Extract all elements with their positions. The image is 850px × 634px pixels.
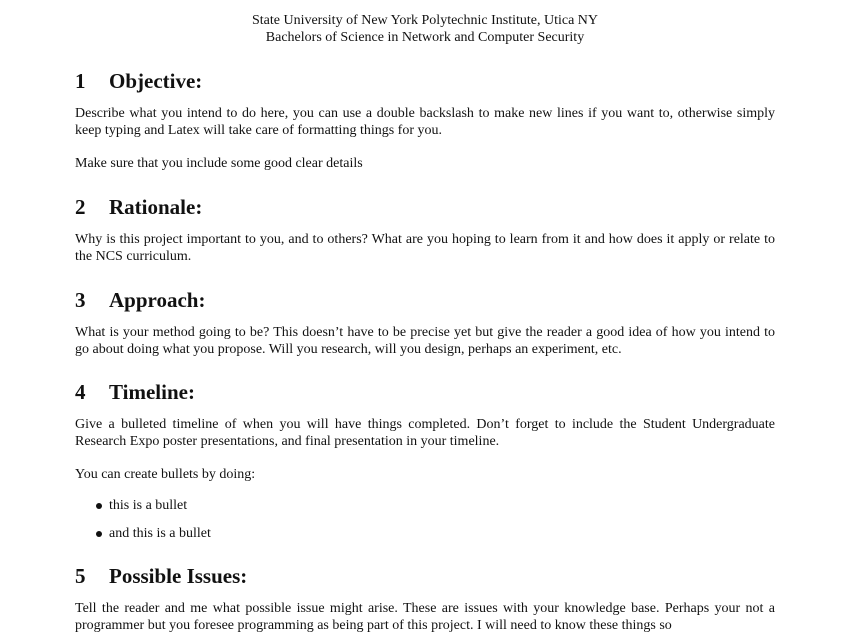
section-heading [75, 564, 775, 588]
institution-line: State University of New York Polytechnic Institute, Utica NY [251, 13, 599, 28]
document-header [0, 12, 850, 46]
bullet-text: this is a bullet [109, 498, 188, 513]
paragraph: What is your method going to be? This doesn’t have to be precise yet but give the reader a good idea of how you intend to go about doing what you propose. Will you research, will you design, perhaps an experiment, etc. [75, 325, 775, 357]
section-number: 3 [75, 288, 86, 312]
section-title: Rationale: [109, 195, 203, 219]
section-heading [75, 69, 775, 93]
section-title: Approach: [109, 288, 206, 312]
bullet-text: and this is a bullet [109, 526, 211, 541]
section-number: 2 [75, 195, 86, 219]
paragraph: Tell the reader and me what possible issue might arise. These are issues with your knowledge base. Perhaps your not a programmer but you foresee programming as being part of this project. I will need to know these things so [75, 601, 775, 633]
paragraph: Make sure that you include some good clear details [75, 156, 363, 171]
bullet-icon [96, 531, 102, 537]
section-approach [75, 288, 775, 358]
bullet-icon [96, 503, 102, 509]
section-title: Possible Issues: [109, 564, 248, 588]
section-heading [75, 195, 775, 219]
section-number: 5 [75, 564, 86, 588]
paragraph: Describe what you intend to do here, you can use a double backslash to make new lines if you want to, otherwise simply keep typing and Latex will take care of formatting things for you. [75, 106, 775, 138]
section-timeline [75, 380, 775, 553]
list-item [75, 497, 775, 525]
section-title: Timeline: [109, 380, 195, 404]
section-heading [75, 380, 775, 404]
paragraph: You can create bullets by doing: [75, 467, 256, 482]
program-line: Bachelors of Science in Network and Computer Security [265, 30, 585, 45]
section-possible-issues [75, 564, 775, 634]
section-heading [75, 288, 775, 312]
section-title: Objective: [109, 69, 203, 93]
paragraph: Give a bulleted timeline of when you will have things completed. Don’t forget to include the Student Undergraduate Research Expo poster presentations, and final presentation in your timeline. [75, 417, 775, 449]
list-item [75, 525, 775, 553]
section-number: 1 [75, 69, 86, 93]
section-number: 4 [75, 380, 86, 404]
bullet-list [75, 497, 775, 553]
section-rationale [75, 195, 775, 265]
section-objective [75, 69, 775, 172]
paragraph: Why is this project important to you, and to others? What are you hoping to learn from it and how does it apply or relate to the NCS curriculum. [75, 232, 775, 264]
